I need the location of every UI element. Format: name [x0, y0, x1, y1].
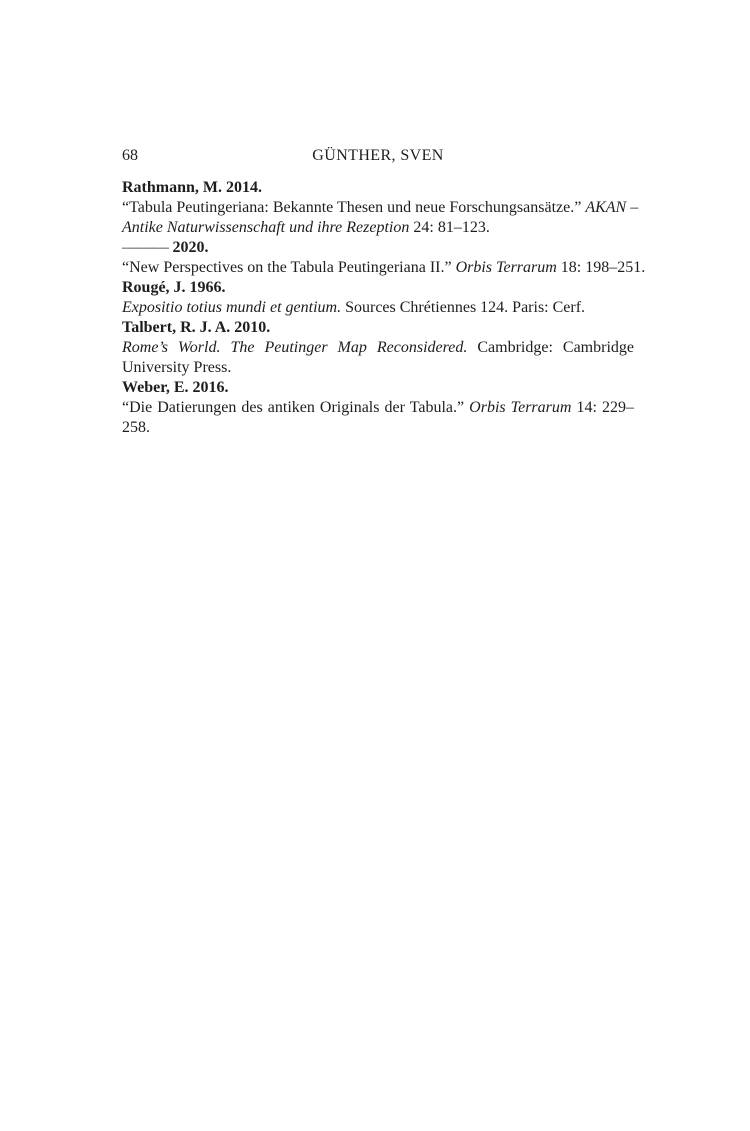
bib-entry-heading [122, 318, 634, 338]
work-title: Rome’s World. The Peutinger Map Reconsidered. [122, 339, 468, 356]
bib-line [122, 218, 634, 238]
heading-text: Talbert, R. J. A. 2010. [122, 319, 271, 336]
running-header-title: GÜNTHER, SVEN [312, 147, 444, 164]
text-block [122, 146, 646, 438]
bib-entry-heading [122, 278, 634, 298]
heading-text: Rathmann, M. 2014. [122, 179, 263, 196]
bib-line [122, 338, 634, 358]
running-header [122, 146, 634, 166]
heading-text: Weber, E. 2016. [122, 379, 229, 396]
page-number: 68 [122, 147, 138, 164]
body-text: 14: 229– [571, 399, 635, 416]
heading-text: Rougé, J. 1966. [122, 279, 226, 296]
body-text: “Tabula Peutingeriana: Bekannte Thesen und neue Forschungsansätze.” [122, 199, 586, 216]
body-text: 24: 81–123. [409, 219, 490, 236]
bib-entry-heading [122, 238, 634, 258]
body-text: 18: 198–251. [556, 259, 646, 276]
bib-line [122, 198, 639, 218]
body-text: Cambridge: Cambridge [467, 339, 634, 356]
bib-line [122, 298, 634, 318]
bib-line [122, 418, 634, 438]
journal-title: Orbis Terrarum [469, 399, 572, 416]
bib-line [122, 358, 634, 378]
same-author-dash: ——— [122, 239, 169, 256]
body-text: “Die Datierungen des antiken Originals der Tabula.” [122, 399, 470, 416]
bib-line [122, 258, 646, 278]
bib-line [122, 398, 634, 418]
journal-title: Antike Naturwissenschaft und ihre Rezeption [122, 219, 410, 236]
bibliography [122, 178, 646, 438]
body-text: University Press. [122, 359, 232, 376]
bib-entry-heading [122, 378, 634, 398]
work-title: Expositio totius mundi et gentium. [122, 299, 342, 316]
journal-title: AKAN – [585, 199, 639, 216]
bib-entry-heading [122, 178, 634, 198]
body-text: 258. [122, 419, 150, 436]
heading-text: 2020. [172, 239, 209, 256]
body-text: Sources Chrétiennes 124. Paris: Cerf. [341, 299, 586, 316]
body-text: “New Perspectives on the Tabula Peutingeriana II.” [122, 259, 456, 276]
journal-title: Orbis Terrarum [455, 259, 557, 276]
